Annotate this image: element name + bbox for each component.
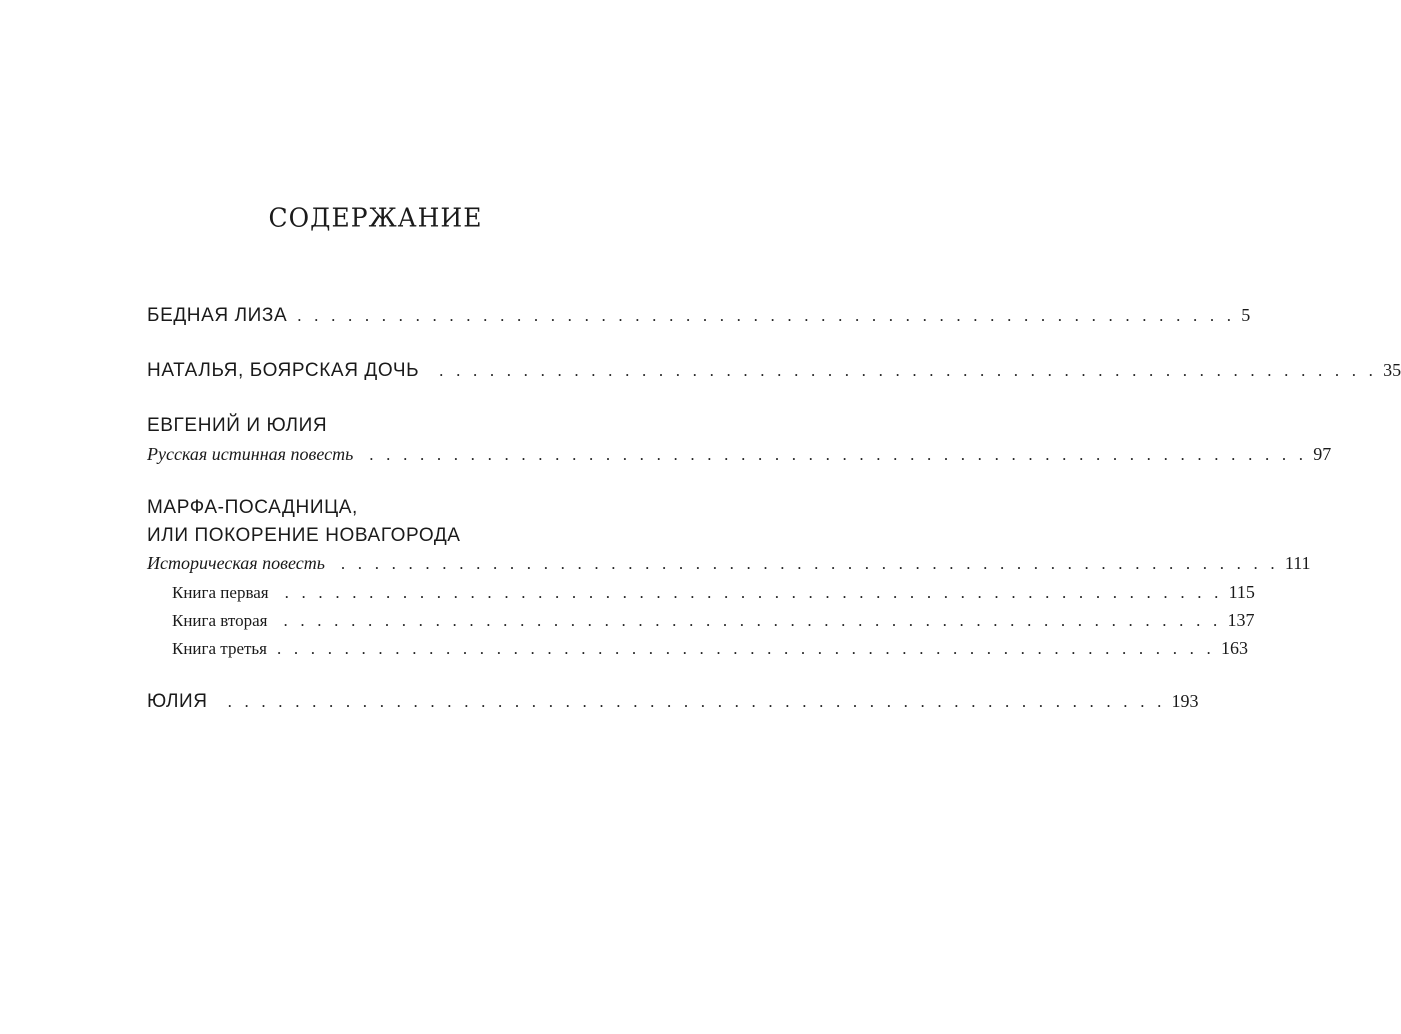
toc-entry-title: ИЛИ ПОКОРЕНИЕ НОВАГОРОДА: [147, 525, 461, 546]
toc-entry-marfa-title-line2[interactable]: [147, 525, 461, 547]
dot-leader: . . . . . . . . . . . . . . . . . . . . . . . . . . . . . . . . . . . . . . . . . . . . . . . . . . . . . . . .: [284, 583, 1223, 602]
toc-book-label: Книга вторая: [172, 611, 268, 630]
toc-entry-book-3[interactable]: [172, 638, 1248, 659]
toc-entry-evgeniy-title[interactable]: [147, 415, 327, 437]
toc-page-number: 97: [1313, 444, 1332, 464]
toc-entry-evgeniy-subtitle[interactable]: [147, 444, 1332, 465]
toc-book-label: Книга третья: [172, 639, 267, 658]
dot-leader: . . . . . . . . . . . . . . . . . . . . . . . . . . . . . . . . . . . . . . . . . . . . . . . . . . . . . . . .: [439, 361, 1378, 380]
toc-page-number: 163: [1220, 638, 1248, 658]
toc-entry-subtitle: Русская истинная повесть: [147, 444, 354, 464]
dot-leader: . . . . . . . . . . . . . . . . . . . . . . . . . . . . . . . . . . . . . . . . . . . . . . . . . . . . . . . .: [297, 306, 1236, 325]
toc-page-number: 115: [1228, 582, 1255, 602]
dot-leader: . . . . . . . . . . . . . . . . . . . . . . . . . . . . . . . . . . . . . . . . . . . . . . . . . . . . . . . .: [369, 445, 1308, 464]
toc-page-number: 111: [1284, 553, 1311, 573]
toc-entry-title: БЕДНАЯ ЛИЗА: [147, 305, 288, 326]
toc-entry-book-1[interactable]: [172, 582, 1255, 603]
page-title: СОДЕРЖАНИЕ: [268, 202, 483, 233]
toc-entry-title: НАТАЛЬЯ, БОЯРСКАЯ ДОЧЬ: [147, 360, 420, 381]
dot-leader: . . . . . . . . . . . . . . . . . . . . . . . . . . . . . . . . . . . . . . . . . . . . . . . . . . . . . . . .: [340, 554, 1279, 573]
toc-entry-subtitle: Историческая повесть: [147, 553, 325, 573]
toc-page-number: 137: [1227, 610, 1255, 630]
toc-entry-marfa-subtitle[interactable]: [147, 553, 1311, 574]
toc-entry-title: МАРФА-ПОСАДНИЦА,: [147, 497, 358, 518]
toc-entry-marfa-title-line1[interactable]: [147, 497, 358, 519]
dot-leader: . . . . . . . . . . . . . . . . . . . . . . . . . . . . . . . . . . . . . . . . . . . . . . . . . . . . . . . .: [277, 639, 1215, 658]
toc-page-number: 5: [1241, 305, 1251, 325]
toc-entry-bednaya-liza[interactable]: [147, 305, 1251, 327]
dot-leader: . . . . . . . . . . . . . . . . . . . . . . . . . . . . . . . . . . . . . . . . . . . . . . . . . . . . . . . .: [283, 611, 1222, 630]
toc-book-label: Книга первая: [172, 583, 269, 602]
dot-leader: . . . . . . . . . . . . . . . . . . . . . . . . . . . . . . . . . . . . . . . . . . . . . . . . . . . . . . . .: [227, 692, 1166, 711]
toc-page-number: 35: [1383, 360, 1401, 380]
toc-entry-natalya[interactable]: [147, 360, 1401, 382]
toc-entry-title: ЮЛИЯ: [147, 691, 208, 712]
toc-entry-title: ЕВГЕНИЙ И ЮЛИЯ: [147, 415, 328, 436]
toc-entry-yuliya[interactable]: [147, 691, 1199, 713]
toc-page-number: 193: [1171, 691, 1199, 711]
toc-entry-book-2[interactable]: [172, 610, 1255, 631]
